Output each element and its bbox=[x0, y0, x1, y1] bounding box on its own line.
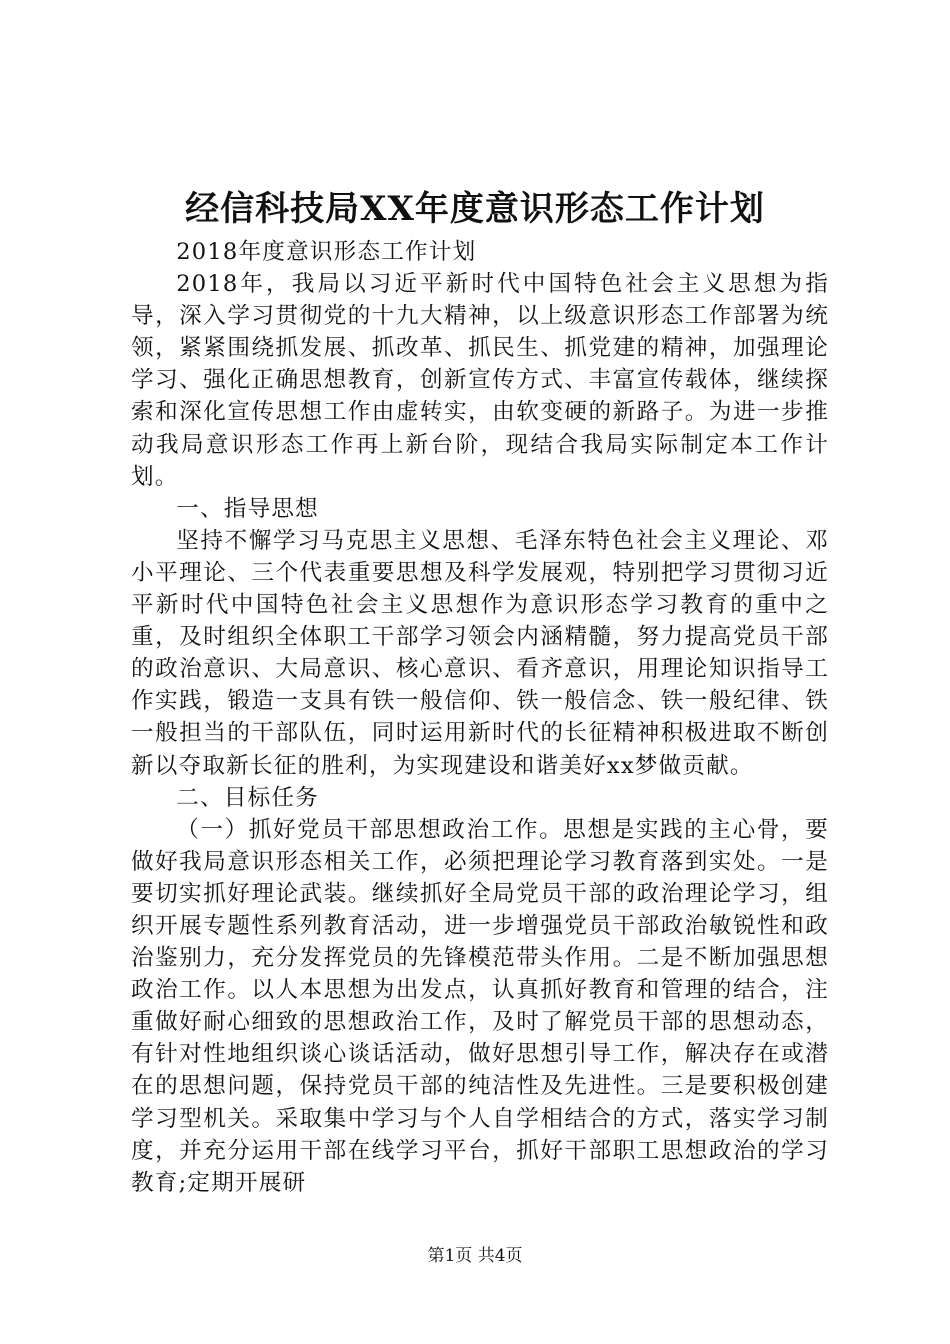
paragraph-intro: 2018年，我局以习近平新时代中国特色社会主义思想为指导，深入学习贯彻党的十九大精神，以上级意识形态工作部署为统领，紧紧围绕抓发展、抓改革、抓民生、抓党建的精神，加强理论学习、强化正确思想教育，创新宣传方式、丰富宣传载体，继续探索和深化宣传思想工作由虚转实，由软变硬的新路子。为进一步推动我局意识形态工作再上新台阶，现结合我局实际制定本工作计划。 bbox=[131, 271, 829, 490]
paragraph-subtitle: 2018年度意识形态工作计划 bbox=[176, 239, 477, 265]
document-title: 经信科技局XX年度意识形态工作计划 bbox=[185, 189, 765, 229]
paragraph-goals-part-1: （一）抓好党员干部思想政治工作。思想是实践的主心骨，要做好我局意识形态相关工作，必须把理论学习教育落到实处。一是要切实抓好理论武装。继续抓好全局党员干部的政治理论学习，组织开展专题性系列教育活动，进一步增强党员干部政治敏锐性和政治鉴别力，充分发挥党员的先锋模范带头作用。二是不断加强思想政治工作。以人本思想为出发点，认真抓好教育和管理的结合，注重做好耐心细致的思想政治工作，及时了解党员干部的思想动态，有针对性地组织谈心谈话活动，做好思想引导工作，解决存在或潜在的思想问题，保持党员干部的纯洁性及先进性。三是要积极创建学习型机关。采取集中学习与个人自学相结合的方式，落实学习制度，并充分运用干部在线学习平台，抓好干部职工思想政治的学习教育;定期开展研 bbox=[131, 816, 829, 1196]
document-body bbox=[131, 236, 829, 1199]
paragraph-guiding-thought: 坚持不懈学习马克思主义思想、毛泽东特色社会主义理论、邓小平理论、三个代表重要思想及科学发展观，特别把学习贯彻习近平新时代中国特色社会主义思想作为意识形态学习教育的重中之重，及时组织全体职工干部学习领会内涵精髓，努力提高党员干部的政治意识、大局意识、核心意识、看齐意识，用理论知识指导工作实践，锻造一支具有铁一般信仰、铁一般信念、铁一般纪律、铁一般担当的干部队伍，同时运用新时代的长征精神积极进取不断创新以夺取新长征的胜利，为实现建设和谐美好xx梦做贡献。 bbox=[131, 527, 829, 779]
page-footer: 第1页 共4页 bbox=[427, 1246, 523, 1266]
section-heading-goals: 二、目标任务 bbox=[176, 784, 319, 811]
section-heading-guiding-thought: 一、指导思想 bbox=[176, 495, 319, 522]
